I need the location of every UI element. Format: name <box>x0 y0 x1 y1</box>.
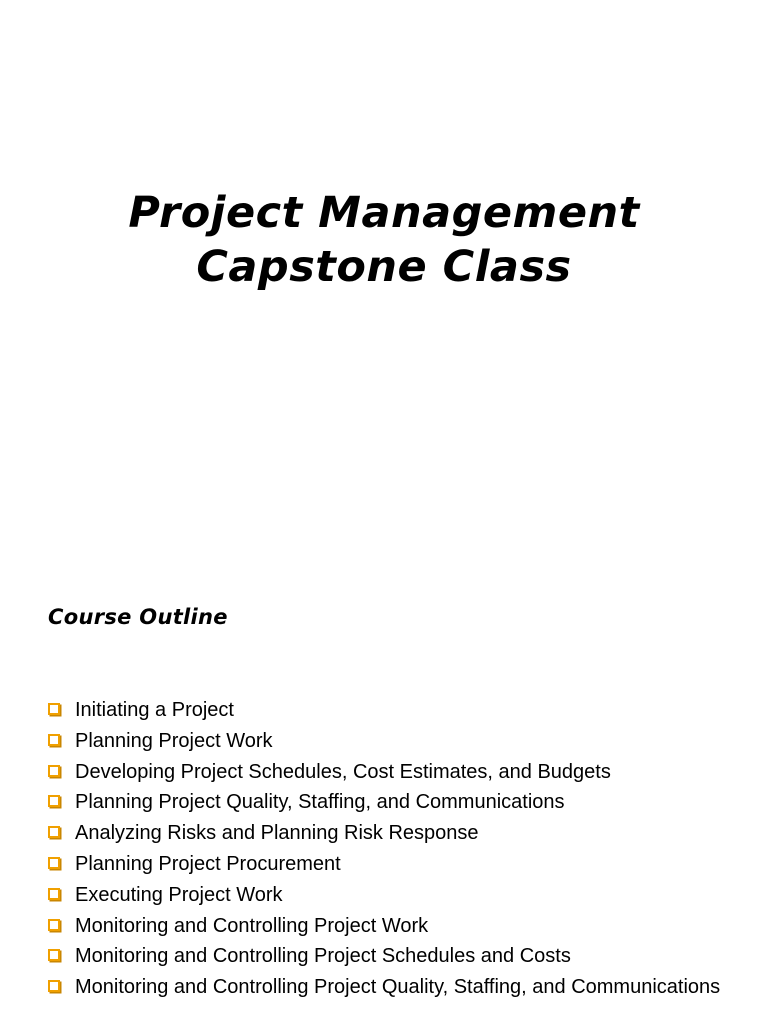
list-item-text: Planning Project Quality, Staffing, and Communications <box>75 791 565 814</box>
square-bullet-icon <box>48 980 60 992</box>
square-bullet-icon <box>48 857 60 869</box>
list-item-text: Initiating a Project <box>75 699 234 721</box>
list-item <box>48 790 748 815</box>
list-item-text: Monitoring and Controlling Project Quality, Staffing, and Communications <box>75 976 721 999</box>
list-item-text: Executing Project Work <box>75 883 283 906</box>
course-outline-list <box>48 698 748 1006</box>
list-item <box>48 975 748 1000</box>
list-item <box>48 760 748 785</box>
list-item <box>48 944 748 969</box>
list-item-text: Analyzing Risks and Planning Risk Response <box>75 822 479 845</box>
square-bullet-icon <box>48 826 60 838</box>
square-bullet-icon <box>48 734 60 746</box>
list-item <box>48 852 748 877</box>
square-bullet-icon <box>48 919 60 931</box>
list-item <box>48 729 748 754</box>
square-bullet-icon <box>48 949 60 961</box>
title-line-2: Capstone Class <box>196 242 572 292</box>
list-item <box>48 821 748 846</box>
course-outline-heading: Course Outline <box>48 605 228 629</box>
list-item-text: Monitoring and Controlling Project Work <box>75 914 429 937</box>
page-title <box>0 186 768 294</box>
square-bullet-icon <box>48 765 60 777</box>
list-item <box>48 883 748 908</box>
square-bullet-icon <box>48 888 60 900</box>
title-line-1: Project Management <box>128 188 640 238</box>
list-item <box>48 698 748 723</box>
square-bullet-icon <box>48 703 60 715</box>
list-item-text: Planning Project Procurement <box>75 852 341 875</box>
list-item-text: Monitoring and Controlling Project Schedules and Costs <box>75 945 571 968</box>
square-bullet-icon <box>48 795 60 807</box>
list-item-text: Developing Project Schedules, Cost Estimates, and Budgets <box>75 760 611 783</box>
list-item-text: Planning Project Work <box>75 729 273 752</box>
list-item <box>48 914 748 939</box>
